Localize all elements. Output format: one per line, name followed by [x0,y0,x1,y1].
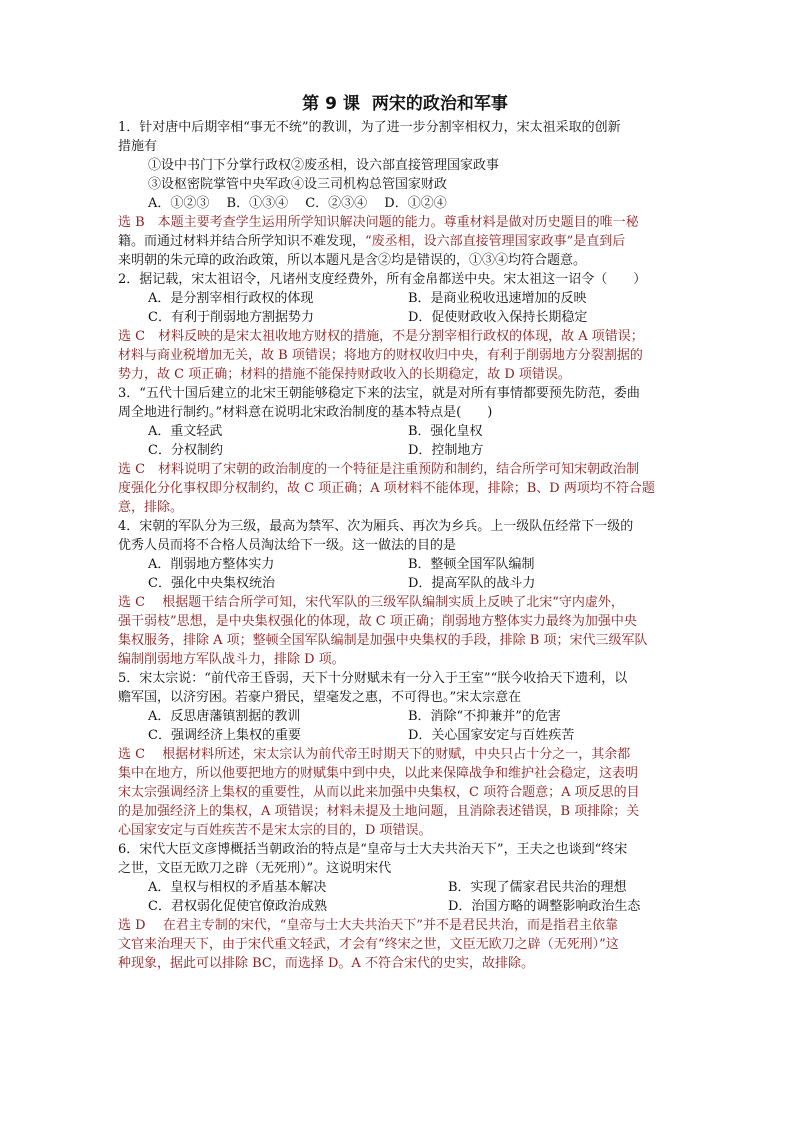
question-5-option-b: B．消除“不抑兼并”的危害 [408,709,561,724]
question-5-answer-line-2: 集中在地方，所以他要把地方的财赋集中到中央，以此来保障战争和维护社会稳定，这表明 [118,766,639,781]
question-4-stem-line-2: 优秀人员而将不合格人员淘汰给下一级。这一做法的目的是 [118,538,457,553]
question-2-options-row-1 [118,289,680,308]
question-5-stem-line-1: 5．宋太宗说：“前代帝王昏弱，天下十分财赋未有一分入于王室”“朕今收拾天下遗利，以 [118,671,628,686]
question-4-stem-line-1: 4．宋朝的军队分为三级，最高为禁军、次为厢兵、再次为乡兵。上一级队伍经常下一级的 [118,519,634,534]
question-2-answer-line-2: 材料与商业税增加无关，故 B 项错误；将地方的财权收归中央，有利于削弱地方分裂割据的 [118,348,643,363]
question-6-option-d: D．治国方略的调整影响政治生态 [448,899,641,914]
question-1-answer-text: 籍。而通过材料并结合所学知识不难发现， [118,234,366,249]
question-1-stem-line-2: 措施有 [118,139,158,154]
page-title [130,92,680,116]
question-3-stem-line-2: 周全地进行制约。”材料意在说明北宋政治制度的基本特点是( ) [118,405,493,420]
question-3-answer-line-2: 度强化分化事权即分权制约，故 C 项正确；A 项材料不能体现，排除；B、D 两项均不符合题 [118,481,655,496]
question-6-answer-line-2: 文官来治理天下，由于宋代重文轻武，才会有“终宋之世，文臣无欧刀之辟（无死刑）”这 [118,937,619,952]
question-5-stem-line-2: 赡军国，以济穷困。若豪户猾民，望毫发之惠，不可得也。”宋太宗意在 [118,690,522,705]
question-1 [118,118,680,270]
question-5-answer-line-3: 宋太宗强调经济上集权的重要性，从而以此来加强中央集权，C 项符合题意；A 项反思的目 [118,785,640,800]
question-4-option-d: D．提高军队的战斗力 [408,576,536,591]
question-4-options-row-2 [118,574,680,593]
question-1-answer-quote: “废丞相，设六部直接管理国家政事”是直到后 [365,234,626,249]
question-5-options-row-1 [118,707,680,726]
question-6 [118,840,680,973]
question-2-option-c: C．有利于削弱地方割据势力 [148,310,314,325]
question-1-stem-line-1: 1．针对唐中后期宰相“事无不统”的教训，为了进一步分割宰相权力，宋太祖采取的创新 [118,120,621,135]
question-2-option-d: D．促使财政收入保持长期稳定 [408,310,588,325]
question-3-option-b: B．强化皇权 [408,424,483,439]
question-5-answer-line-5: 心国家安定与百姓疾苦不是宋太宗的目的，D 项错误。 [118,823,432,838]
question-5-options-row-2 [118,726,680,745]
question-4-answer-line-1: 选 C 根据题干结合所学可知，宋代军队的三级军队编制实质上反映了北宋“守内虚外， [118,595,624,610]
question-3-options-row-1 [118,422,680,441]
question-5-answer-line-1: 选 C 根据材料所述，宋太宗认为前代帝王时期天下的财赋，中央只占十分之一，其余都 [118,747,631,762]
question-6-stem-line-2: 之世，文臣无欧刀之辟（无死刑）”。这说明宋代 [118,861,392,876]
question-5-answer-line-4: 的是加强经济上的集权，A 项错误；材料未提及土地问题，且消除表述错误，B 项排除；关 [118,804,640,819]
question-6-answer-line-3: 种现象，据此可以排除 BC，而选择 D。A 不符合宋代的史实，故排除。 [118,956,534,971]
lesson-number: 第 9 课 [302,94,360,114]
question-2 [118,270,680,384]
question-1-answer-line-2 [118,232,680,251]
question-3-answer-line-1: 选 C 材料说明了宋朝的政治制度的一个特征是注重预防和制约，结合所学可知宋朝政治制 [118,462,640,477]
question-2-answer-line-1: 选 C 材料反映的是宋太祖收地方财权的措施，不是分割宰相行政权的体现，故 A 项错误； [118,329,644,344]
question-3-stem-line-1: 3．“五代十国后建立的北宋王朝能够稳定下来的法宝，就是对所有事情都要预先防范，委曲 [118,386,640,401]
document-page [118,92,680,973]
question-3-option-a: A．重文轻武 [148,424,223,439]
question-6-answer-line-1: 选 D 在君主专制的宋代，“皇帝与士大夫共治天下”并不是君民共治，而是指君主依靠 [118,918,618,933]
question-4-option-a: A．削弱地方整体实力 [148,557,275,572]
question-5-option-d: D．关心国家安定与百姓疾苦 [408,728,575,743]
question-6-option-b: B．实现了儒家君民共治的理想 [448,880,627,895]
question-6-options-row-1 [118,878,680,897]
question-1-item-line-2: ③设枢密院掌管中央军政④设三司机构总管国家财政 [148,177,448,192]
question-2-answer-line-3: 势力，故 C 项正确；材料的措施不能保持财政收入的长期稳定，故 D 项错误。 [118,367,571,382]
question-6-option-c: C．君权弱化促使官僚政治成熟 [148,899,327,914]
question-4-answer-line-2: 强干弱枝”思想，是中央集权强化的体现，故 C 项正确；削弱地方整体实力最终为加强中央 [118,614,637,629]
question-3-options-row-2 [118,441,680,460]
question-1-answer-line-3: 来明朝的朱元璋的政治政策，所以本题凡是含②均是错误的，①③④均符合题意。 [118,253,587,268]
question-2-stem-line-1: 2．据记载，宋太祖诏令，凡诸州支度经费外，所有金帛都送中央。宋太祖这一诏令（ ） [118,272,647,287]
question-1-answer-line-1: 选 B 本题主要考查学生运用所学知识解决问题的能力。尊重材料是做对历史题目的唯一秘 [118,215,639,230]
question-4-option-b: B．整顿全国军队编制 [408,557,535,572]
question-4-options-row-1 [118,555,680,574]
question-2-options-row-2 [118,308,680,327]
question-6-option-a: A．皇权与相权的矛盾基本解决 [148,880,327,895]
question-4 [118,517,680,669]
question-4-answer-line-3: 集权服务，排除 A 项；整顿全国军队编制是加强中央集权的手段，排除 B 项；宋代三级军队 [118,633,648,648]
question-2-option-a: A．是分割宰相行政权的体现 [148,291,314,306]
question-3-option-d: D．控制地方 [408,443,484,458]
question-2-option-b: B．是商业税收迅速增加的反映 [408,291,587,306]
question-4-option-c: C．强化中央集权统治 [148,576,275,591]
question-3-answer-line-3: 意，排除。 [118,500,184,515]
question-6-stem-line-1: 6．宋代大臣文彦博概括当朝政治的特点是“皇帝与士大夫共治天下”，王夫之也谈到“终宋 [118,842,628,857]
question-1-options: A．①②③ B．①③④ C．②③④ D．①②④ [148,196,447,211]
question-3-option-c: C．分权制约 [148,443,223,458]
question-5-option-c: C．强调经济上集权的重要 [148,728,301,743]
question-6-options-row-2 [118,897,680,916]
question-5 [118,669,680,840]
question-1-item-line-1: ①设中书门下分掌行政权②废丞相，设六部直接管理国家政事 [148,158,500,173]
question-3 [118,384,680,517]
question-5-option-a: A．反思唐藩镇割据的教训 [148,709,301,724]
lesson-title: 两宋的政治和军事 [371,94,508,114]
question-4-answer-line-4: 编制削弱地方军队战斗力，排除 D 项。 [118,652,345,667]
